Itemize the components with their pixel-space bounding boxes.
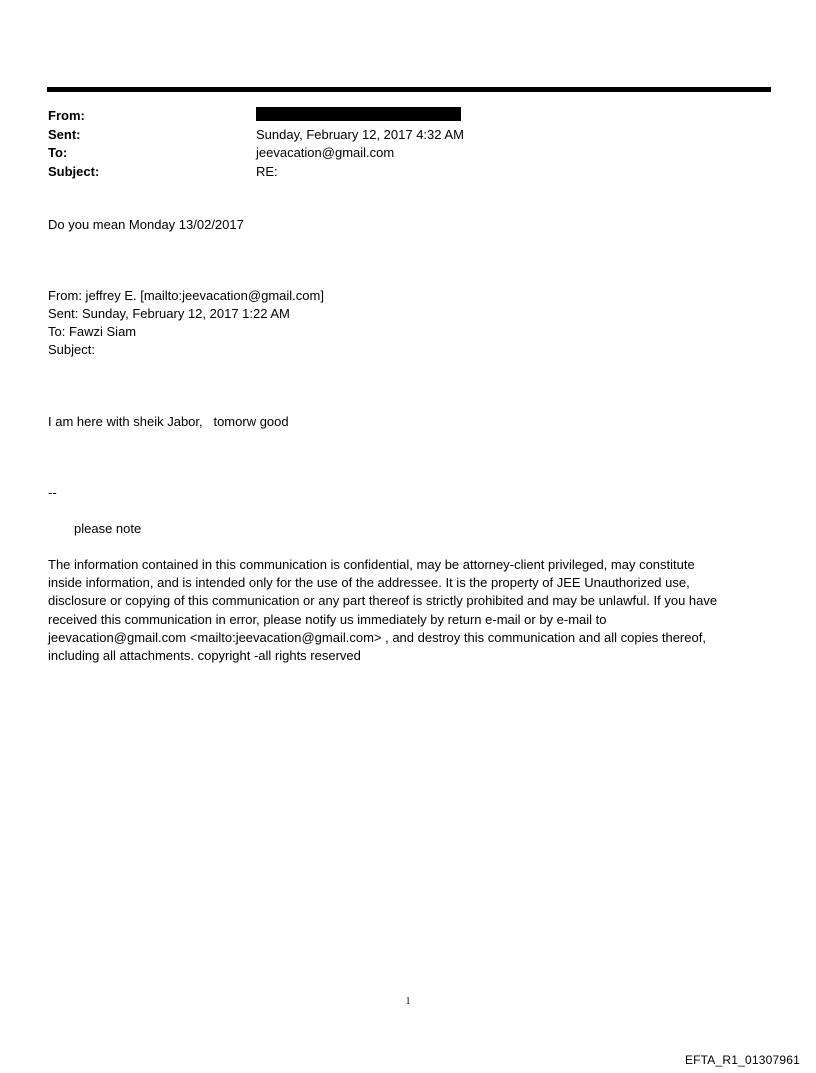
- to-row: [48, 144, 768, 163]
- signature-separator: --: [48, 485, 57, 500]
- from-row: [48, 107, 768, 126]
- quoted-header: [48, 287, 324, 359]
- subject-row: [48, 163, 768, 182]
- bates-number: EFTA_R1_01307961: [684, 1053, 800, 1067]
- disclaimer-line: received this communication in error, please notify us immediately by return e-mail or by e-mail to: [48, 611, 607, 627]
- quoted-to-line: To: Fawzi Siam: [48, 324, 137, 339]
- quoted-from-line: From: jeffrey E. [mailto:jeevacation@gmail.com]: [48, 288, 324, 303]
- disclaimer-line: including all attachments. copyright -all rights reserved: [48, 647, 361, 663]
- from-label: From:: [48, 108, 85, 123]
- subject-value: RE:: [256, 163, 278, 179]
- to-value: jeevacation@gmail.com: [256, 145, 395, 160]
- page-number: 1: [405, 996, 411, 1007]
- quoted-subject-line: Subject:: [48, 342, 95, 357]
- reply-text: Do you mean Monday 13/02/2017: [48, 217, 244, 232]
- quoted-sent-line: Sent: Sunday, February 12, 2017 1:22 AM: [48, 306, 290, 321]
- confidentiality-disclaimer: [48, 556, 768, 665]
- sent-label: Sent:: [48, 126, 81, 142]
- quoted-body-text: I am here with sheik Jabor, tomorw good: [48, 414, 289, 429]
- disclaimer-line: jeevacation@gmail.com <mailto:jeevacation@gmail.com> , and destroy this communication and all copies thereof,: [48, 629, 706, 645]
- sent-row: [48, 126, 768, 145]
- disclaimer-line: disclosure or copying of this communication or any part thereof is strictly prohibited and may be unlawful. If you have: [48, 593, 718, 609]
- please-note-text: please note: [74, 521, 142, 536]
- sent-value: Sunday, February 12, 2017 4:32 AM: [256, 126, 464, 142]
- disclaimer-line: inside information, and is intended only for the use of the addressee. It is the property of JEE Unauthorized use,: [48, 575, 690, 591]
- redaction-box: [256, 107, 461, 121]
- email-header: [48, 107, 768, 181]
- subject-label: Subject:: [48, 163, 100, 179]
- to-label: To:: [48, 145, 68, 160]
- header-rule: [47, 87, 771, 92]
- disclaimer-line: The information contained in this communication is confidential, may be attorney-client privileged, may constitute: [48, 557, 695, 572]
